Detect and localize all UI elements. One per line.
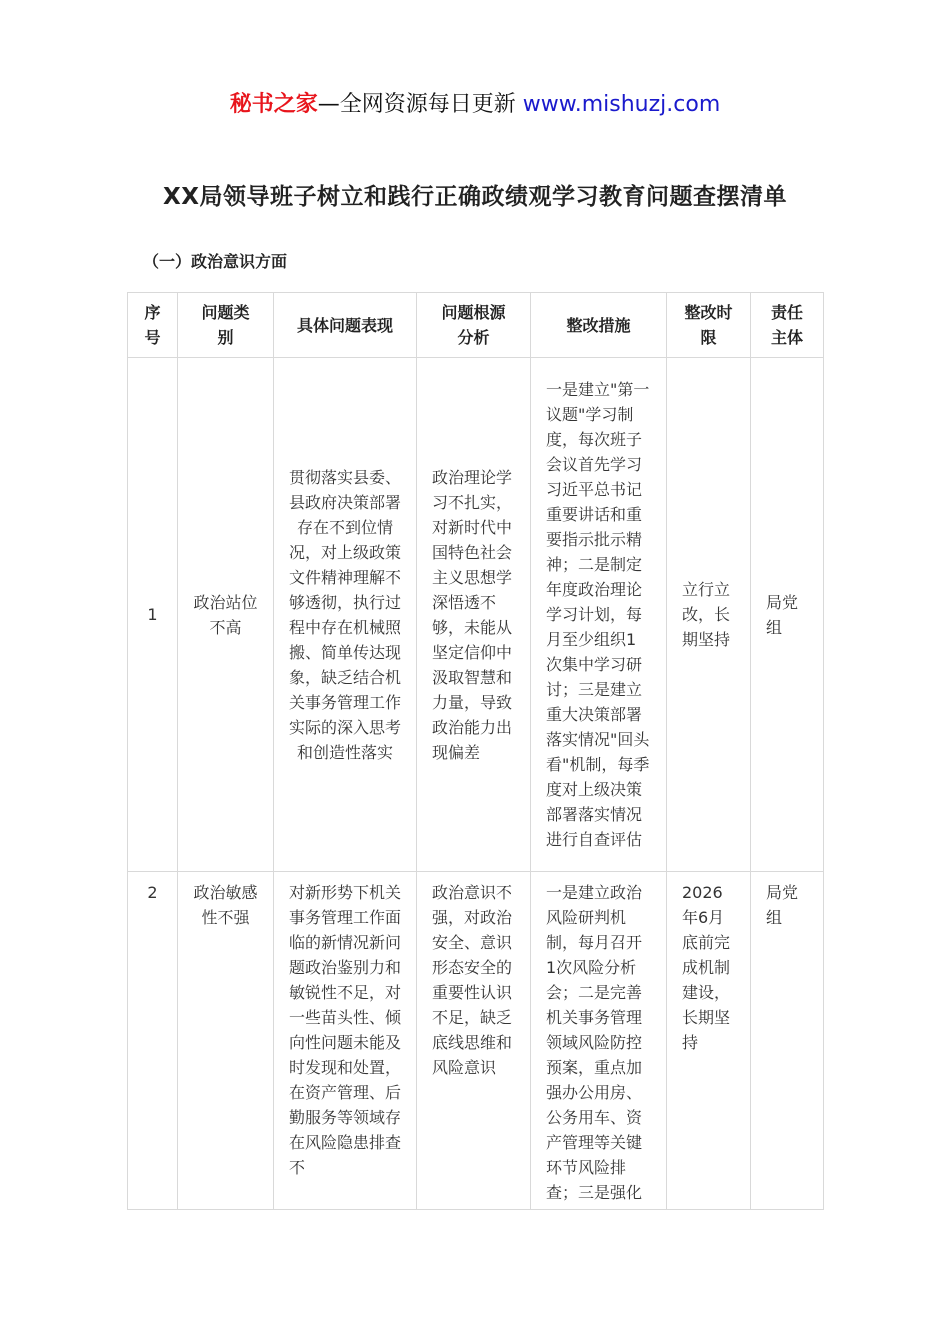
cell-issue: 对新形势下机关事务管理工作面临的新情况新问题政治鉴别力和敏锐性不足，对一些苗头性、倾向性问题未能及时发现和处置，在资产管理、后勤服务等领域存在风险隐患排查不: [274, 872, 417, 1210]
table-row: [128, 358, 824, 872]
cell-measures: 一是建立"第一议题"学习制度，每次班子会议首先学习习近平总书记重要讲话和重要指示批示精神；二是制定年度政治理论学习计划，每月至少组织1次集中学习研讨；三是建立重大决策部署落实情况"回头看"机制，每季度对上级决策部署落实情况进行自查评估: [531, 358, 667, 872]
cell-seq: 1: [128, 358, 178, 872]
cell-seq: 2: [128, 872, 178, 1210]
table-row: [128, 872, 824, 1210]
cell-root-cause: 政治理论学习不扎实，对新时代中国特色社会主义思想学深悟透不够，未能从坚定信仰中汲取智慧和力量，导致政治能力出现偏差: [417, 358, 531, 872]
cell-issue: 贯彻落实县委、县政府决策部署存在不到位情况，对上级政策文件精神理解不够透彻，执行过程中存在机械照搬、简单传达现象，缺乏结合机关事务管理工作实际的深入思考和创造性落实: [274, 358, 417, 872]
cell-deadline: 2026年6月底前完成机制建设，长期坚持: [667, 872, 751, 1210]
issue-table: [127, 292, 824, 1210]
header-owner: 责任主体: [751, 293, 824, 358]
tagline: —全网资源每日更新: [317, 92, 523, 117]
header-seq: 序号: [128, 293, 178, 358]
site-banner: [0, 88, 950, 122]
header-issue: 具体问题表现: [274, 293, 417, 358]
header-measures: 整改措施: [531, 293, 667, 358]
table-header-row: [128, 293, 824, 358]
cell-root-cause: 政治意识不强，对政治安全、意识形态安全的重要性认识不足，缺乏底线思维和风险意识: [417, 872, 531, 1210]
section-heading: （一）政治意识方面: [143, 252, 288, 271]
cell-owner: 局党组: [751, 872, 824, 1210]
header-deadline: 整改时限: [667, 293, 751, 358]
cell-category: 政治站位不高: [178, 358, 274, 872]
cell-owner: 局党组: [751, 358, 824, 872]
document-title: XX局领导班子树立和践行正确政绩观学习教育问题查摆清单: [163, 184, 787, 210]
cell-category: 政治敏感性不强: [178, 872, 274, 1210]
cell-measures: 一是建立政治风险研判机制，每月召开1次风险分析会；二是完善机关事务管理领域风险防控预案，重点加强办公用房、公务用车、资产管理等关键环节风险排查；三是强化: [531, 872, 667, 1210]
header-category: 问题类别: [178, 293, 274, 358]
site-url-link[interactable]: www.mishuzj.com: [522, 92, 721, 117]
cell-deadline: 立行立改，长期坚持: [667, 358, 751, 872]
brand-name: 秘书之家: [229, 92, 318, 117]
header-root-cause: 问题根源分析: [417, 293, 531, 358]
